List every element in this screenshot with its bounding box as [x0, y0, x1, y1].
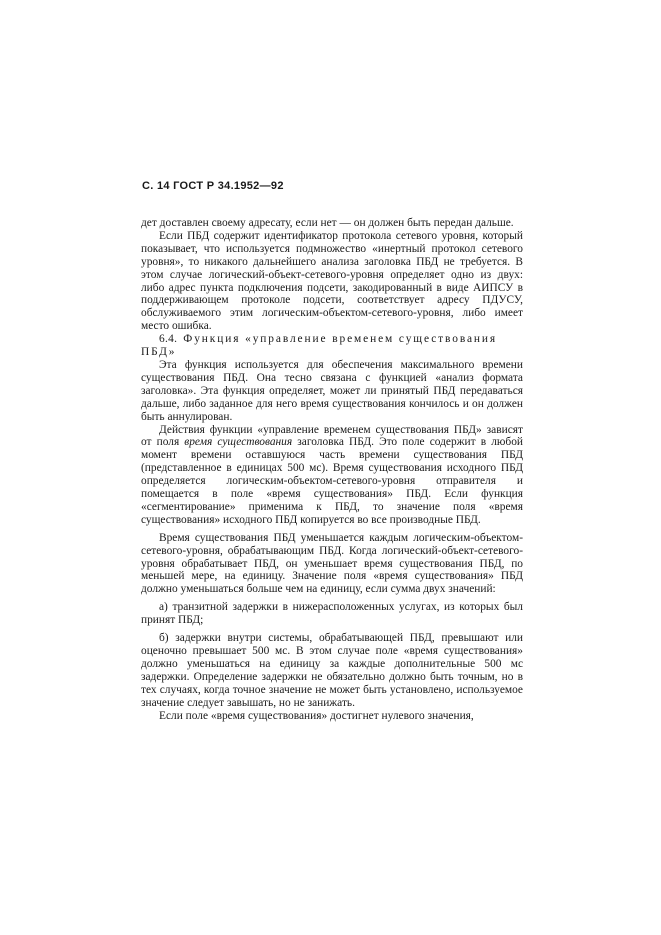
list-item-a: а) транзитной задержки в нижерасположенных услугах, из которых был принят ПБД;	[141, 601, 523, 627]
paragraph-1: дет доставлен своему адресату, если нет — он должен быть передан дальше.	[141, 217, 514, 229]
paragraph-3: Эта функция используется для обеспечения максимального времени существования ПБД. Она тесно связана с функцией «анализ формата заголовка». Эта функция определяет, может ли принятый ПБД передаваться дальше, либо заданное для него время существования кончилось и он должен быть аннулирован.	[141, 358, 523, 423]
section-title: Функция «управление временем существования ПБД»	[141, 333, 498, 359]
section-heading	[141, 333, 523, 359]
document-page	[141, 180, 523, 722]
paragraph-last: Если поле «время существования» достигнет нулевого значения,	[159, 709, 474, 722]
paragraph-4: Действия функции «управление временем существования ПБД» зависят от поля время существования заголовка ПБД. Это поле содержит в любой момент времени оставшуюся часть времени существования ПБД (представленное в единицах 500 мс). Время существования исходного ПБД определяется логическим-объектом-сетевого-уровня отправителя и помещается в поле «время существования» ПБД. Если функция «сегментирование» применима к ПБД, то значение поля «время существования» исходного ПБД копируется во все производные ПБД.	[141, 423, 523, 526]
page-header: С. 14 ГОСТ Р 34.1952—92	[142, 180, 284, 192]
section-number: 6.4.	[159, 333, 178, 346]
paragraph-5: Время существования ПБД уменьшается каждым логическим-объектом-сетевого-уровня, обрабатывающим ПБД. Когда логический-объект-сетевого-уровня обрабатывает ПБД, он уменьшает время существования ПБД, по меньшей мере, на единицу. Значение поля «время существования» ПБД должно уменьшаться больше чем на единицу, если сумма двух значений:	[141, 531, 523, 596]
list-item-b: б) задержки внутри системы, обрабатывающей ПБД, превышают или оценочно превышает 500 мс. В этом случае поле «время существования» должно уменьшаться на единицу за каждые дополнительные 500 мс задержки. Определение задержки не обязательно должно быть точным, но в тех случаях, когда точное значение не может быть установлено, используемое значение следует завышать, но не занижать.	[141, 632, 523, 709]
field-name-lifetime: время существования	[184, 436, 293, 449]
paragraph-2: Если ПБД содержит идентификатор протокола сетевого уровня, который показывает, что используется подмножество «инертный протокол сетевого уровня», то никакого дальнейшего анализа заголовка ПБД не требуется. В этом случае логический-объект-сетевого-уровня определяет одно из двух: либо адрес пункта подключения подсети, закодированный в виде АИПСУ в поддерживающем протоколе подсети, соответствует адресу ПДУСУ, обслуживаемого этим логическим-объектом-сетевого-уровня, либо имеет место ошибка.	[141, 229, 523, 333]
